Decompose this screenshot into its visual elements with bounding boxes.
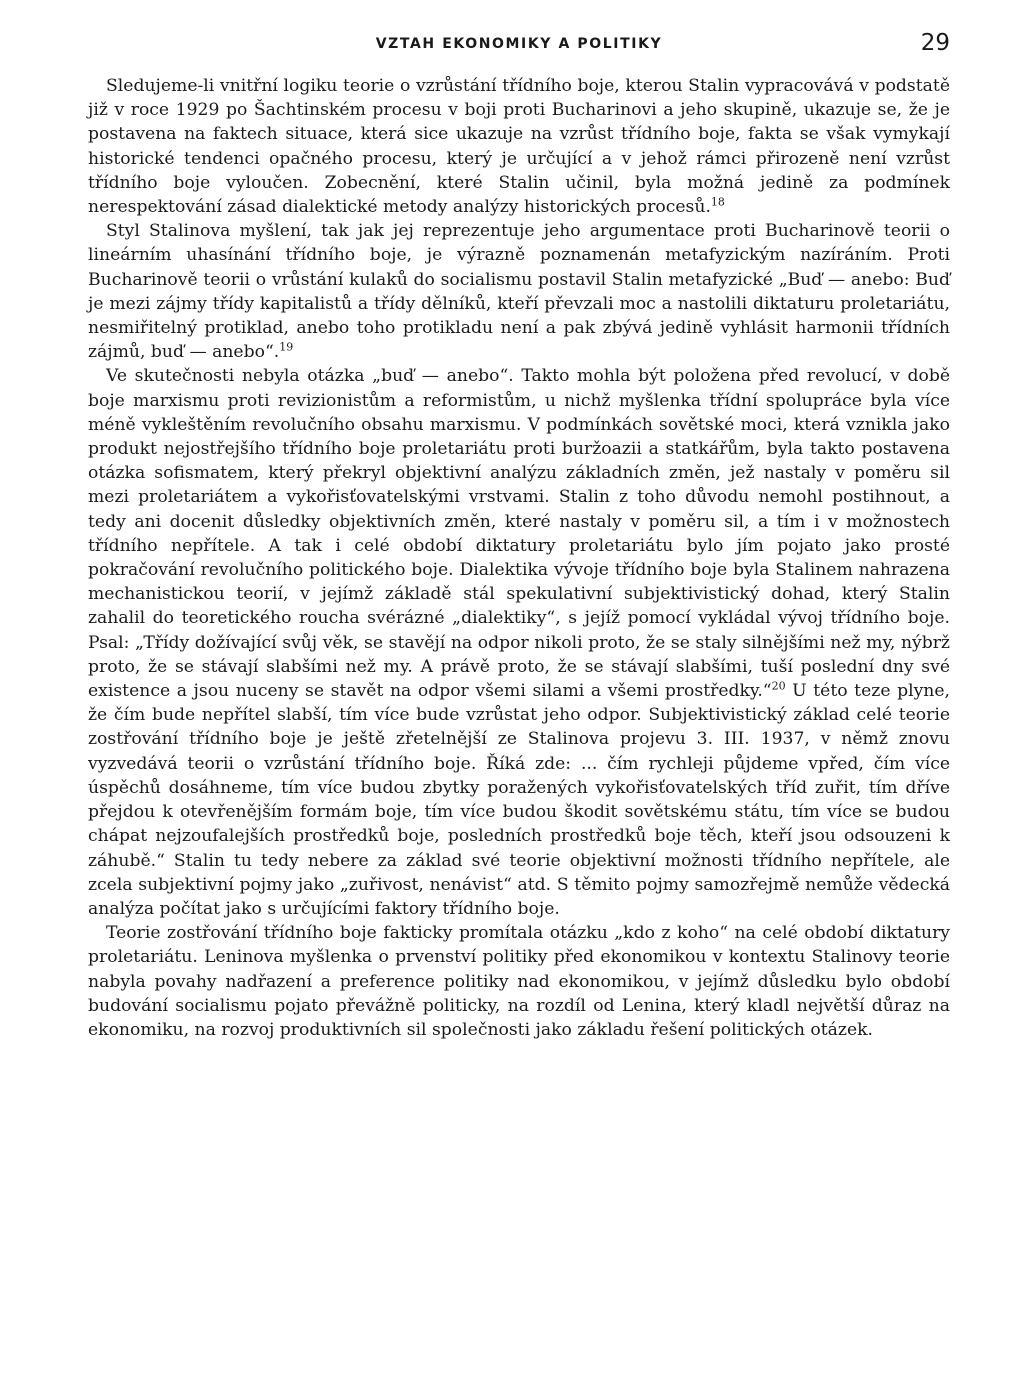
paragraph — [88, 364, 950, 921]
page-number: 29 — [920, 30, 950, 56]
paragraph — [88, 219, 950, 364]
footnote-reference: 18 — [710, 195, 725, 209]
paragraph — [88, 921, 950, 1042]
body-text — [88, 74, 950, 1042]
paragraph-text: U této teze plyne, že čím bude nepřítel slabší, tím více bude vzrůstat jeho odpor. Subjektivistický základ celé teorie zostřování třídního boje je ještě zřetelnější ze Stalinova projevu 3. III. 1937, v němž znovu vyzvedává teorii o vzrůstání třídního boje. Říká zde: ... čím rychleji půjdeme vpřed, čím více úspěchů dosáhneme, tím více budou zbytky poražených vykořisťovatelských tříd zuřit, tím dříve přejdou k otevřenějším formám boje, tím více budou škodit sovětskému státu, tím více se budou chápat nejzoufalejších prostředků boje, posledních prostředků boje těch, kteří jsou odsouzeni k záhubě.“ Stalin tu tedy nebere za základ své teorie objektivní možnosti třídního nepřítele, ale zcela subjektivní pojmy jako „zuřivost, nenávist“ atd. S těmito pojmy samozřejmě nemůže vědecká analýza počítat jako s určujícími faktory třídního boje. — [88, 681, 950, 919]
book-page — [88, 28, 950, 1378]
paragraph-text: Styl Stalinova myšlení, tak jak jej reprezentuje jeho argumentace proti Bucharinově teorii o lineárním uhasínání třídního boje, je výrazně poznamenán metafyzickým nazíráním. Proti Bucharinově teorii o vrůstání kulaků do socialismu postavil Stalin metafyzické „Buď — anebo: Buď je mezi zájmy třídy kapitalistů a třídy dělníků, kteří převzali moc a nastolili diktaturu proletariátu, nesmiřitelný protiklad, anebo toho protikladu není a pak zbývá jedině vyhlásit harmonii třídních zájmů, buď — anebo“. — [88, 221, 950, 363]
paragraph-text: Sledujeme-li vnitřní logiku teorie o vzrůstání třídního boje, kterou Stalin vypracovává v podstatě již v roce 1929 po Šachtinském procesu v boji proti Bucharinovi a jeho skupině, ukazuje se, že je postavena na faktech situace, která sice ukazuje na vzrůst třídního boje, fakta se však vymykají historické tendenci opačného procesu, který je určující a v jehož rámci přirozeně není vzrůst třídního boje vyloučen. Zobecnění, které Stalin učinil, byla možná jedině za podmínek nerespektování zásad dialektické metody analýzy historických procesů. — [88, 76, 950, 218]
footnote-reference: 20 — [771, 679, 786, 693]
footnote-reference: 19 — [279, 340, 294, 354]
running-title: VZTAH EKONOMIKY A POLITIKY — [375, 36, 663, 52]
paragraph-text: Teorie zostřování třídního boje fakticky promítala otázku „kdo z koho“ na celé období diktatury proletariátu. Leninova myšlenka o prvenství politiky před ekonomikou v kontextu Stalinovy teorie nabyla povahy nadřazení a preference politiky nad ekonomikou, v jejímž důsledku bylo období budování socialismu pojato převážně politicky, na rozdíl od Lenina, který kladl největší důraz na ekonomiku, na rozvoj produktivních sil společnosti jako základu řešení politických otázek. — [88, 923, 950, 1040]
paragraph — [88, 74, 950, 219]
running-head — [88, 28, 950, 64]
paragraph-text: Ve skutečnosti nebyla otázka „buď — anebo“. Takto mohla být položena před revolucí, v době boje marxismu proti revizionistům a reformistům, u nichž myšlenka třídní spolupráce byla více méně vykleštěním revolučního obsahu marxismu. V podmínkách sovětské moci, která vznikla jako produkt nejostřejšího třídního boje proletariátu proti buržoazii a statkářům, byla takto postavena otázka sofismatem, který překryl objektivní analýzu základních změn, jež nastaly v poměru sil mezi proletariátem a vykořisťovatelskými vrstvami. Stalin z toho důvodu nemohl postihnout, a tedy ani docenit důsledky objektivních změn, které nastaly v poměru sil, a tím i v možnostech třídního nepřítele. A tak i celé období diktatury proletariátu bylo jím pojato jako prosté pokračování revolučního politického boje. Dialektika vývoje třídního boje byla Stalinem nahrazena mechanistickou teorií, v jejímž základě stál spekulativní subjektivistický dohad, který Stalin zahalil do teoretického roucha svérázné „dialektiky“, s jejíž pomocí vykládal vývoj třídního boje. Psal: „Třídy dožívající svůj věk, se stavějí na odpor nikoli proto, že se staly silnějšími než my, nýbrž proto, že se stávají slabšími než my. A právě proto, že se stávají slabšími, tuší poslední dny své existence a jsou nuceny se stavět na odpor všemi silami a všemi prostředky.“ — [88, 366, 950, 702]
